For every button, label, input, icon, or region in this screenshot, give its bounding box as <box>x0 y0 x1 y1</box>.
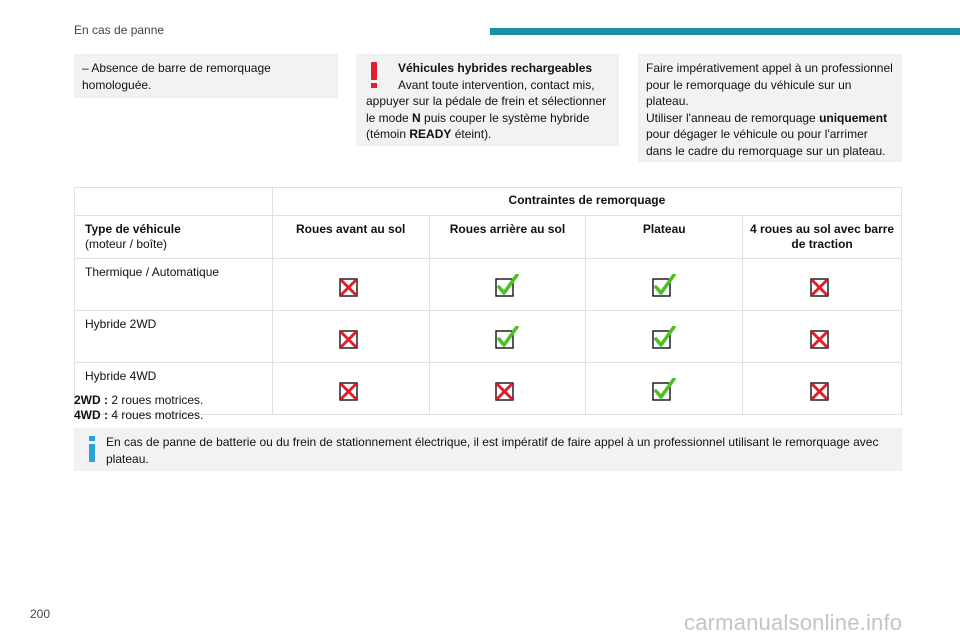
watermark: carmanualsonline.info <box>684 610 903 635</box>
advice-box <box>638 54 902 162</box>
check-icon <box>429 311 586 363</box>
cross-icon <box>272 259 429 311</box>
warning-body: appuyer sur la pédale de frein et sélectionner le mode N puis couper le système hybride (témoin READY éteint). <box>366 94 607 141</box>
mode-letter: N <box>412 110 421 125</box>
check-icon <box>429 259 586 311</box>
col-header-flatbed: Plateau <box>586 216 743 259</box>
section-title: En cas de panne <box>74 23 165 37</box>
page-number: 200 <box>30 607 51 621</box>
cross-icon <box>429 363 586 415</box>
check-icon <box>586 311 743 363</box>
note-4wd: 4WD : 4 roues motrices. <box>74 408 204 422</box>
cross-icon <box>272 311 429 363</box>
warning-box <box>356 54 619 146</box>
check-icon <box>586 259 743 311</box>
check-icon <box>586 363 743 415</box>
vehicle-label: Hybride 2WD <box>75 311 273 363</box>
ready-indicator: READY <box>409 127 452 141</box>
header-accent-bar <box>490 28 960 35</box>
advice-p1: Faire impérativement appel à un professionnel pour le remorquage du véhicule sur un plateau. <box>646 61 893 108</box>
advice-p2: Utiliser l'anneau de remorquage uniquement pour dégager le véhicule ou pour l'arrimer dans le cadre du remorquage sur un plateau. <box>646 110 888 158</box>
warning-line1: Avant toute intervention, contact mis, <box>398 77 595 92</box>
col-header-rear: Roues arrière au sol <box>429 216 586 259</box>
table-row <box>75 259 902 311</box>
requirement-box <box>74 54 338 98</box>
info-icon <box>88 436 96 462</box>
vehicle-label: Thermique / Automatique <box>75 259 273 311</box>
towing-table <box>74 187 902 415</box>
warning-title: Véhicules hybrides rechargeables <box>398 61 593 75</box>
table-row <box>75 311 902 363</box>
col-header-four-wheels: 4 roues au sol avec barre de traction <box>743 216 902 259</box>
warning-icon <box>370 62 378 88</box>
cross-icon <box>743 363 902 415</box>
drive-notes <box>74 393 203 423</box>
col-header-front: Roues avant au sol <box>272 216 429 259</box>
requirement-text: – Absence de barre de remorquage homologuée. <box>82 61 271 92</box>
info-box <box>74 428 902 471</box>
note-2wd: 2WD : 2 roues motrices. <box>74 393 204 407</box>
info-text: En cas de panne de batterie ou du frein de stationnement électrique, il est impératif de faire appel à un professionnel utilisant le remorquage avec plateau. <box>106 435 879 466</box>
vehicle-label: Hybride 4WD <box>75 363 273 415</box>
cross-icon <box>743 311 902 363</box>
row-header: Type de véhicule (moteur / boîte) <box>75 216 273 259</box>
cross-icon <box>743 259 902 311</box>
cross-icon <box>272 363 429 415</box>
table-group-header: Contraintes de remorquage <box>272 188 901 216</box>
